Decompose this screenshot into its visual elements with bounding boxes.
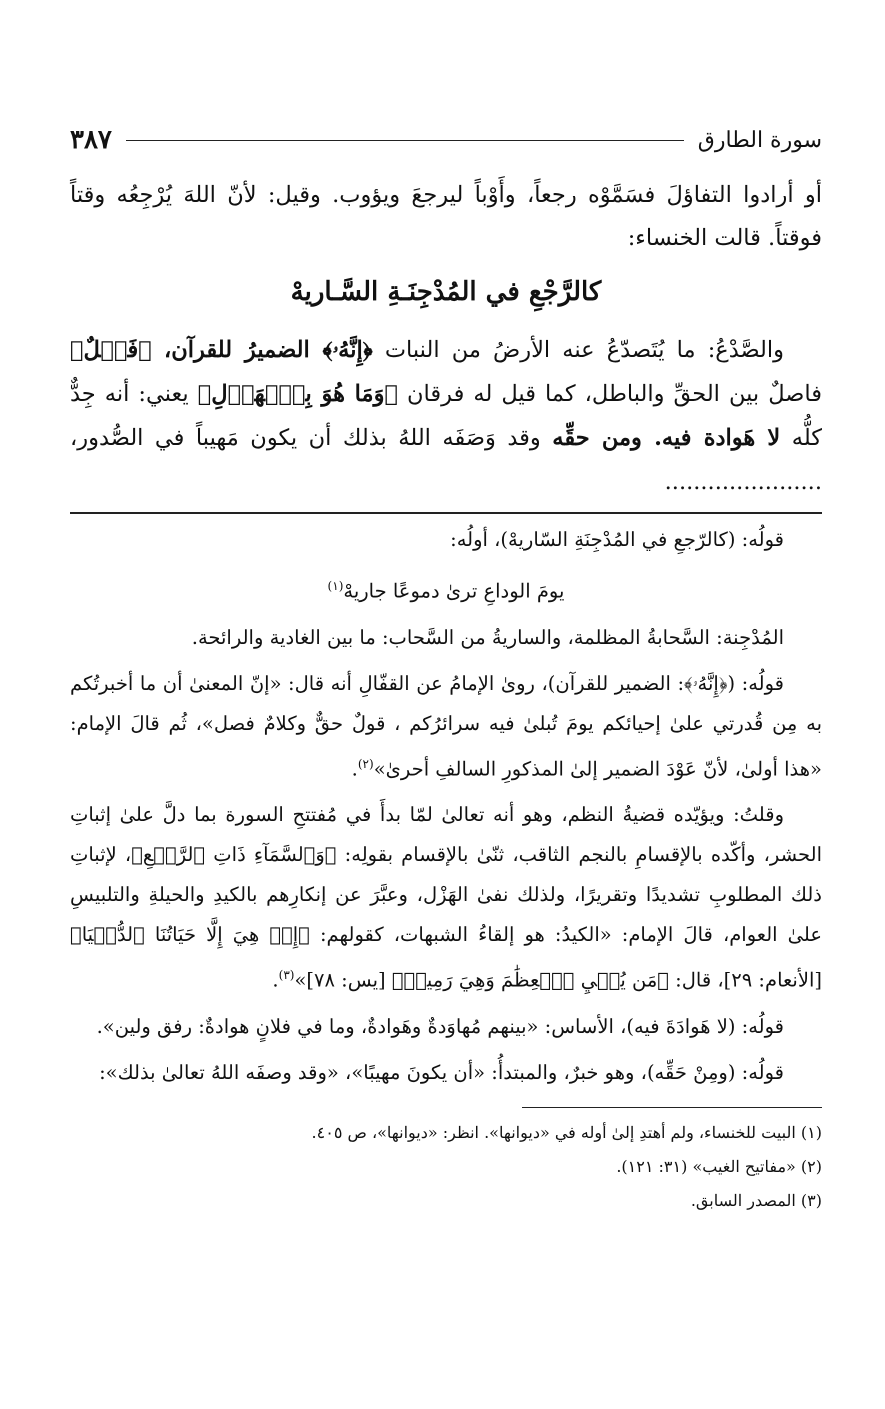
commentary-verse (70, 566, 822, 612)
quran-quote: ﴿وَمَا هُوَ بِٱلۡهَزۡلِ﴾ (197, 381, 398, 407)
matn-paragraph-1: أو أرادوا التفاؤلَ فسَمَّوْه رجعاً، وأَوْباً ليرجعَ ويؤوب. وقيل: لأنّ اللهَ يُرْجِعُه وقتاً فوقتاً. قالت الخنساء: (70, 182, 822, 251)
matn-text: والصَّدْعُ: ما يُتَصدّعُ عنه الأرضُ من النبات (384, 337, 784, 363)
footnote: (٢) «مفاتيح الغيب» (٣١: ١٢١). (616, 1156, 822, 1176)
header-rule (126, 140, 684, 141)
running-header (70, 118, 822, 162)
commentary-paragraph: قولُه: (لا هَوادَةَ فيه)، الأساس: «بينهم مُهاوَدةٌ وهَوادةٌ، وما في فلانٍ هوادةٌ: رفق ولين». (96, 1014, 784, 1038)
surah-title: سورة الطارق (697, 127, 822, 153)
matn-text: وقد وَصَفَه اللهُ بذلك أن يكون مَهيباً في الصُّدور، ...................... (70, 425, 822, 495)
matn-text: فاصلٌ بين الحقِّ والباطل، كما قيل له فرقان (407, 381, 822, 407)
commentary-paragraph: قولُه: (ومِنْ حَقِّه)، وهو خبرٌ، والمبتدأُ: «أن يكونَ مهيبًا»، «وقد وصفَه اللهُ تعالىٰ بذلك»: (99, 1060, 784, 1084)
matn-text: يعني: أنه جِدٌّ كلُّه (70, 381, 823, 451)
commentary (70, 520, 822, 1093)
page-number: ٣٨٧ (70, 125, 112, 155)
matn-bold-phrase: لا هَوادة فيه. ومن حقِّه (552, 425, 781, 451)
main-text (70, 174, 822, 504)
poetry-verse: كالرَّجْعِ في المُدْجِنَـةِ السَّـاريهْ (290, 277, 602, 307)
section-divider (70, 512, 822, 514)
footnote-divider (522, 1107, 822, 1108)
paragraph-text: قولُه: (﴿إِنَّهُۥ﴾: الضمير للقرآن)، روىٰ الإمامُ عن القفّالِ أنه قال: «إنّ المعنىٰ أن ما أخبرتُكم به مِن قُدرتي علىٰ إحيائكم يومَ تُبلىٰ فيه سرائرُكم ، قولٌ حقٌّ وكلامٌ فصل»، ثُم قالَ الإمام: «هذا أولىٰ، لأنّ عَوْدَ الضمير إلىٰ المذكورِ السالفِ أحرىٰ» (70, 671, 822, 780)
commentary-paragraph: المُدْجِنة: السَّحابةُ المظلمة، والساريةُ من السَّحاب: ما بين الغادية والرائحة. (191, 625, 784, 649)
quran-quote: ﴿إِنَّهُۥ﴾ الضميرُ للقرآن، (163, 337, 373, 363)
verse-text: يومَ الوداعِ ترىٰ دموعًا جاريهْ (343, 579, 565, 603)
footnotes (70, 1116, 822, 1218)
footnote: (٣) المصدر السابق. (690, 1190, 822, 1210)
commentary-paragraph: قولُه: (﴿إِنَّهُۥ﴾: الضمير للقرآن)، روىٰ الإمامُ عن القفّالِ أنه قال: «إنّ المعنىٰ أن ما أخبرتُكم به مِن قُدرتي علىٰ إحيائكم يومَ تُبلىٰ فيه سرائرُكم ، قولٌ حقٌّ وكلامٌ فصل»، ثُم قالَ الإمام: «هذا أولىٰ، لأنّ عَوْدَ الضمير إلىٰ المذكورِ السالفِ أحرىٰ»$^{(٢)}$. (70, 671, 822, 780)
paragraph-text: وقلتُ: ويؤيّده قضيةُ النظم، وهو أنه تعالىٰ لمّا بدأَ في مُفتتحِ السورة بما دلَّ علىٰ إثباتِ الحشر، وأكّده بالإقسامِ بالنجم الثاقب، ثنّىٰ بالإقسام بقولِه: ﴿وَٱلسَّمَآءِ ذَاتِ ٱلرَّجۡعِ﴾، لإثباتِ ذلك المطلوبِ تشديدًا وتقريرًا، ولذلك نفىٰ الهَزْل، وعبَّرَ عن إنكارِهم بالكيدِ والحيلةِ والتلبيسِ علىٰ العوام، قالَ الإمام: «الكيدُ: هو إلقاءُ الشبهات، كقولهم: ﴿إِنۡ هِيَ إِلَّا حَيَاتُنَا ٱلدُّنۡيَا﴾ [الأنعام: ٢٩]، قال: ﴿مَن يُحۡيِ ٱلۡعِظَٰمَ وَهِيَ رَمِيمٞ﴾ [يس: ٧٨]» (70, 803, 822, 992)
commentary-paragraph: قولُه: (كالرّجعِ في المُدْجِنَةِ السّاريهْ)، أولُه: (450, 528, 784, 551)
matn-paragraph-2 (70, 328, 822, 504)
footnote-ref: (١) (327, 579, 344, 593)
quran-quote: ﴿فَصۡلٌ﴾ (70, 337, 152, 363)
footnote-ref: (٢) (357, 756, 374, 771)
footnote-ref: (٣) (278, 968, 295, 982)
book-page (70, 118, 822, 1218)
commentary-paragraph: وقلتُ: ويؤيّده قضيةُ النظم، وهو أنه تعالىٰ لمّا بدأَ في مُفتتحِ السورة بما دلَّ علىٰ إثباتِ الحشر، وأكّده بالإقسامِ بالنجم الثاقب، ثنّىٰ بالإقسام بقولِه: ﴿وَٱلسَّمَآءِ ذَاتِ ٱلرَّجۡعِ﴾، لإثباتِ ذلك المطلوبِ تشديدًا وتقريرًا، ولذلك نفىٰ الهَزْل، وعبَّرَ عن إنكارِهم بالكيدِ والحيلةِ والتلبيسِ علىٰ العوام، قالَ الإمام: «الكيدُ: هو إلقاءُ الشبهات، كقولهم: ﴿إِنۡ هِيَ إِلَّا حَيَاتُنَا ٱلدُّنۡيَا﴾ [الأنعام: ٢٩]، قال: ﴿مَن يُحۡيِ ٱلۡعِظَٰمَ وَهِيَ رَمِيمٞ﴾ [يس: ٧٨]»$^{(٣)}$. (70, 803, 822, 992)
footnote: (١) البيت للخنساء، ولم أهتدِ إلىٰ أوله في «ديوانها». انظر: «ديوانها»، ص ٤٠٥. (311, 1122, 822, 1142)
